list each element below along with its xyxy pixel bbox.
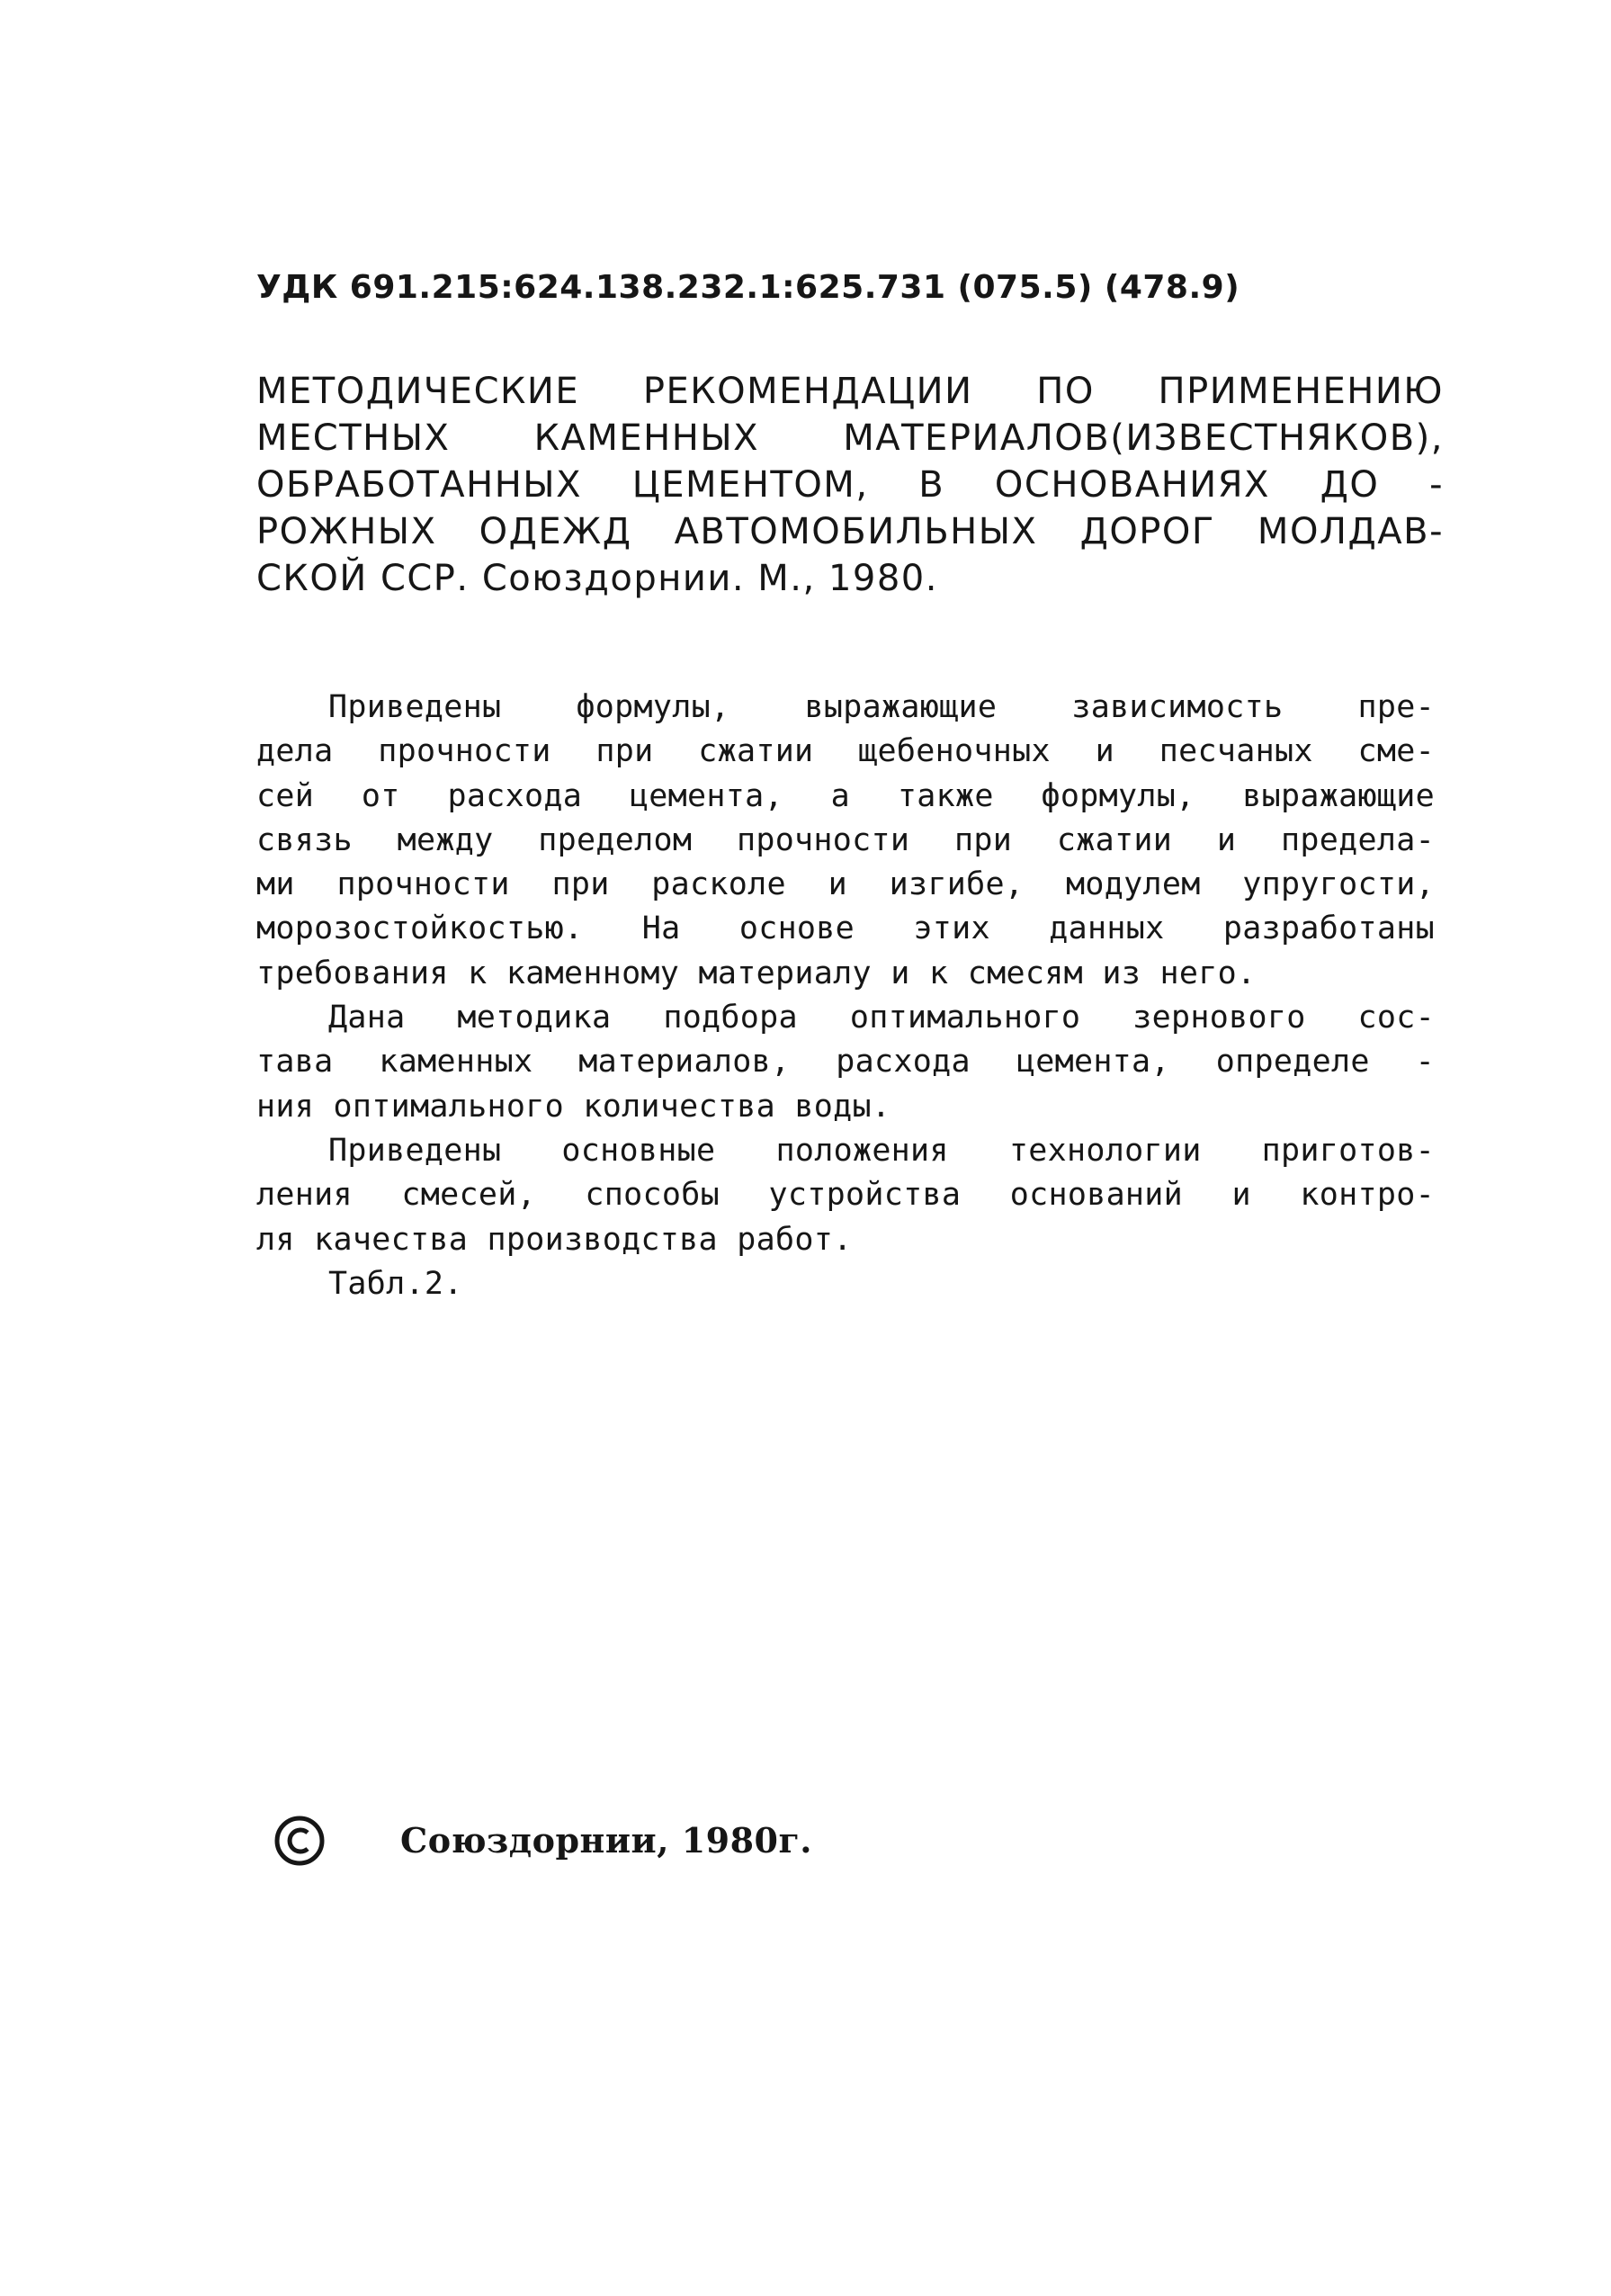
abstract-line: дела прочности при сжатии щебеночных и песчаных сме- xyxy=(256,733,1435,770)
abstract-line: морозостойкостью. На основе этих данных разработаны xyxy=(256,910,1435,947)
abstract-line: тава каменных материалов, расхода цемента, определе - xyxy=(256,1044,1435,1081)
title-line: СКОЙ ССР. Союздорнии. М., 1980. xyxy=(256,558,938,599)
abstract-line: Приведены формулы, выражающие зависимость пре- xyxy=(328,689,1435,725)
abstract-line: ления смесей, способы устройства оснований и контро- xyxy=(256,1177,1435,1214)
abstract-line: ния оптимального количества воды. xyxy=(256,1088,891,1125)
title-line: РОЖНЫХ ОДЕЖД АВТОМОБИЛЬНЫХ ДОРОГ МОЛДАВ- xyxy=(256,511,1444,552)
document-title xyxy=(256,368,1444,602)
title-line: МЕТОДИЧЕСКИЕ РЕКОМЕНДАЦИИ ПО ПРИМЕНЕНИЮ xyxy=(256,371,1444,412)
abstract-line: сей от расхода цемента, а также формулы, выражающие xyxy=(256,777,1435,814)
title-line: МЕСТНЫХ КАМЕННЫХ МАТЕРИАЛОВ(ИЗВЕСТНЯКОВ), xyxy=(256,417,1444,459)
abstract-line: требования к каменному материалу и к смесям из него. xyxy=(256,955,1257,991)
abstract xyxy=(256,686,1435,1306)
copyright-icon xyxy=(274,1816,325,1866)
abstract-line: ля качества производства работ. xyxy=(256,1221,853,1258)
abstract-line: ми прочности при расколе и изгибе, модулем упругости, xyxy=(256,866,1435,903)
abstract-line: связь между пределом прочности при сжатии и предела- xyxy=(256,821,1435,858)
udk-code: УДК 691.215:624.138.232.1:625.731 (075.5) (478.9) xyxy=(256,269,1240,306)
title-line: ОБРАБОТАННЫХ ЦЕМЕНТОМ, В ОСНОВАНИЯХ ДО - xyxy=(256,464,1444,506)
abstract-line: Дана методика подбора оптимального зернового сос- xyxy=(328,1000,1435,1036)
tables-count: Табл.2. xyxy=(328,1265,463,1302)
abstract-line: Приведены основные положения технологии приготов- xyxy=(328,1132,1435,1169)
copyright-notice xyxy=(274,1816,812,1870)
copyright-text: Союздорнии, 1980г. xyxy=(400,1820,812,1861)
